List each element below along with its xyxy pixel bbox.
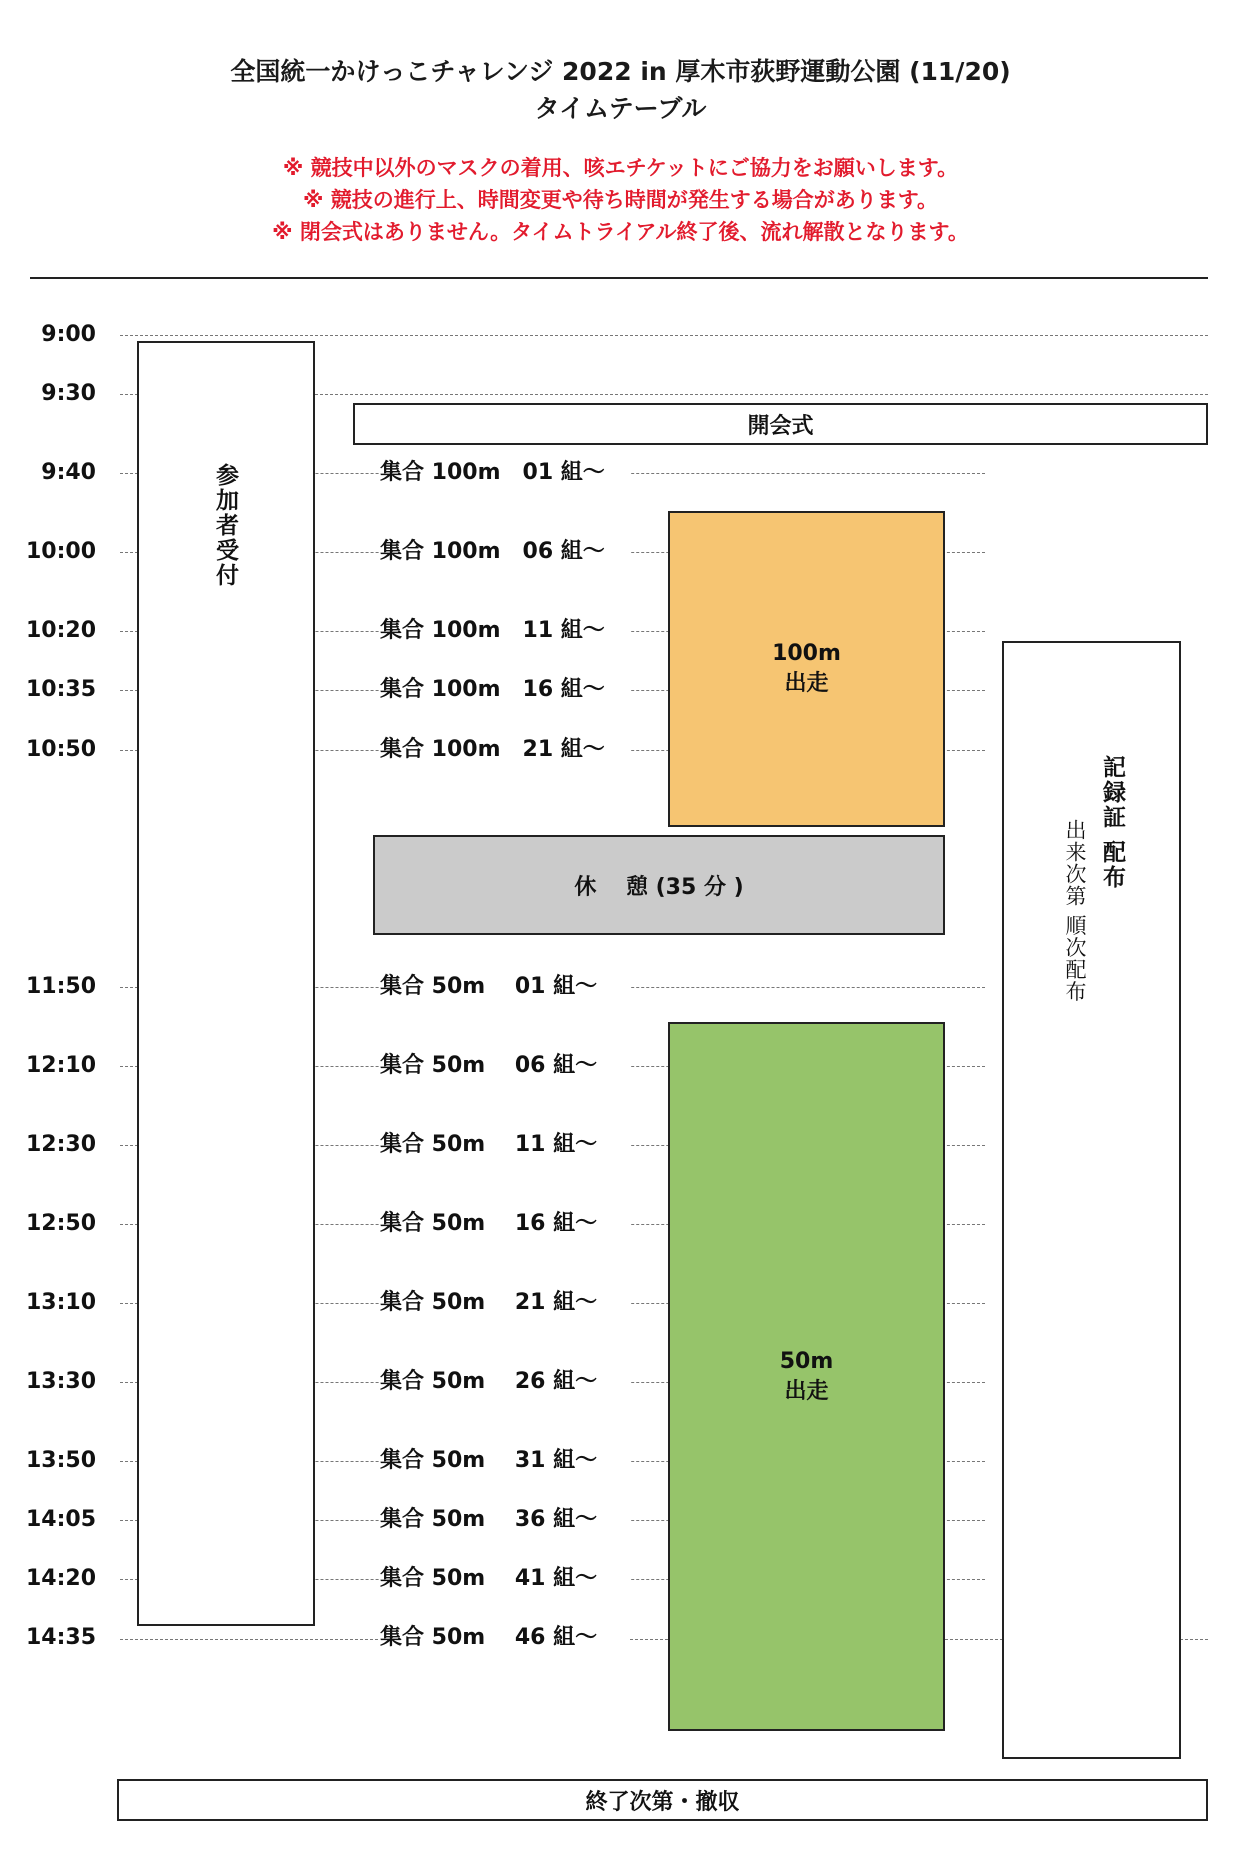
- call-100m-16: 集合 100m 16 組〜: [380, 676, 630, 704]
- call-100m-06: 集合 100m 06 組〜: [380, 538, 630, 566]
- run-50m-block: [668, 1022, 945, 1731]
- run-50m-distance: 50m: [779, 1348, 834, 1374]
- call-50m-06: 集合 50m 06 組〜: [380, 1052, 630, 1080]
- call-100m-01: 集合 100m 01 組〜: [380, 459, 630, 487]
- timeline-dash: [120, 335, 1208, 336]
- call-50m-31: 集合 50m 31 組〜: [380, 1447, 630, 1475]
- notice-schedule-change: ※ 競技の進行上、時間変更や待ち時間が発生する場合があります。: [302, 188, 939, 212]
- teardown-label: 終了次第・撤収: [585, 1789, 740, 1815]
- time-label: 10:00: [25, 539, 96, 564]
- time-label: 14:05: [25, 1507, 96, 1532]
- time-label: 9:40: [41, 460, 96, 485]
- time-label: 14:20: [25, 1566, 96, 1591]
- opening-ceremony-block: [353, 403, 1208, 445]
- time-label: 14:35: [25, 1625, 96, 1650]
- page-subtitle: タイムテーブル: [534, 94, 707, 123]
- time-label: 12:50: [25, 1211, 96, 1236]
- call-50m-36: 集合 50m 36 組〜: [380, 1506, 630, 1534]
- certificate-block: [1002, 641, 1181, 1759]
- run-50m-label: 出走: [784, 1378, 829, 1404]
- time-label: 10:50: [25, 737, 96, 762]
- teardown-block: [117, 1779, 1208, 1821]
- time-label: 11:50: [25, 974, 96, 999]
- reception-block: [137, 341, 315, 1626]
- opening-ceremony-label: 開会式: [747, 413, 814, 439]
- time-label: 13:50: [25, 1448, 96, 1473]
- reception-label: 参加者受付: [212, 463, 238, 588]
- notice-no-closing: ※ 閉会式はありません。タイムトライアル終了後、流れ解散となります。: [272, 220, 969, 244]
- time-label: 10:20: [25, 618, 96, 643]
- call-50m-11: 集合 50m 11 組〜: [380, 1131, 630, 1159]
- run-100m-distance: 100m: [772, 641, 841, 666]
- break-block: [373, 835, 945, 935]
- header-divider: [30, 277, 1208, 279]
- call-100m-21: 集合 100m 21 組〜: [380, 736, 630, 764]
- time-label: 12:10: [25, 1053, 96, 1078]
- call-50m-16: 集合 50m 16 組〜: [380, 1210, 630, 1238]
- time-label: 9:00: [41, 322, 96, 347]
- run-100m-label: 出走: [784, 671, 829, 696]
- break-label: 休 憩 (35 分 ): [574, 874, 744, 900]
- call-50m-26: 集合 50m 26 組〜: [380, 1368, 630, 1396]
- notice-mask: ※ 競技中以外のマスクの着用、咳エチケットにご協力をお願いします。: [282, 156, 959, 180]
- page-title: 全国統一かけっこチャレンジ 2022 in 厚木市荻野運動公園 (11/20): [230, 57, 1011, 86]
- call-50m-46: 集合 50m 46 組〜: [380, 1624, 630, 1652]
- certificate-sublabel: 出来次第 順次配布: [1063, 819, 1087, 1003]
- time-label: 10:35: [25, 677, 96, 702]
- time-label: 12:30: [25, 1132, 96, 1157]
- time-label: 13:10: [25, 1290, 96, 1315]
- time-label: 13:30: [25, 1369, 96, 1394]
- call-50m-21: 集合 50m 21 組〜: [380, 1289, 630, 1317]
- call-50m-01: 集合 50m 01 組〜: [380, 973, 630, 1001]
- certificate-label: 記録証 配布: [1099, 755, 1125, 891]
- call-50m-41: 集合 50m 41 組〜: [380, 1565, 630, 1593]
- call-100m-11: 集合 100m 11 組〜: [380, 617, 630, 645]
- run-100m-block: [668, 511, 945, 827]
- time-label: 9:30: [41, 381, 96, 406]
